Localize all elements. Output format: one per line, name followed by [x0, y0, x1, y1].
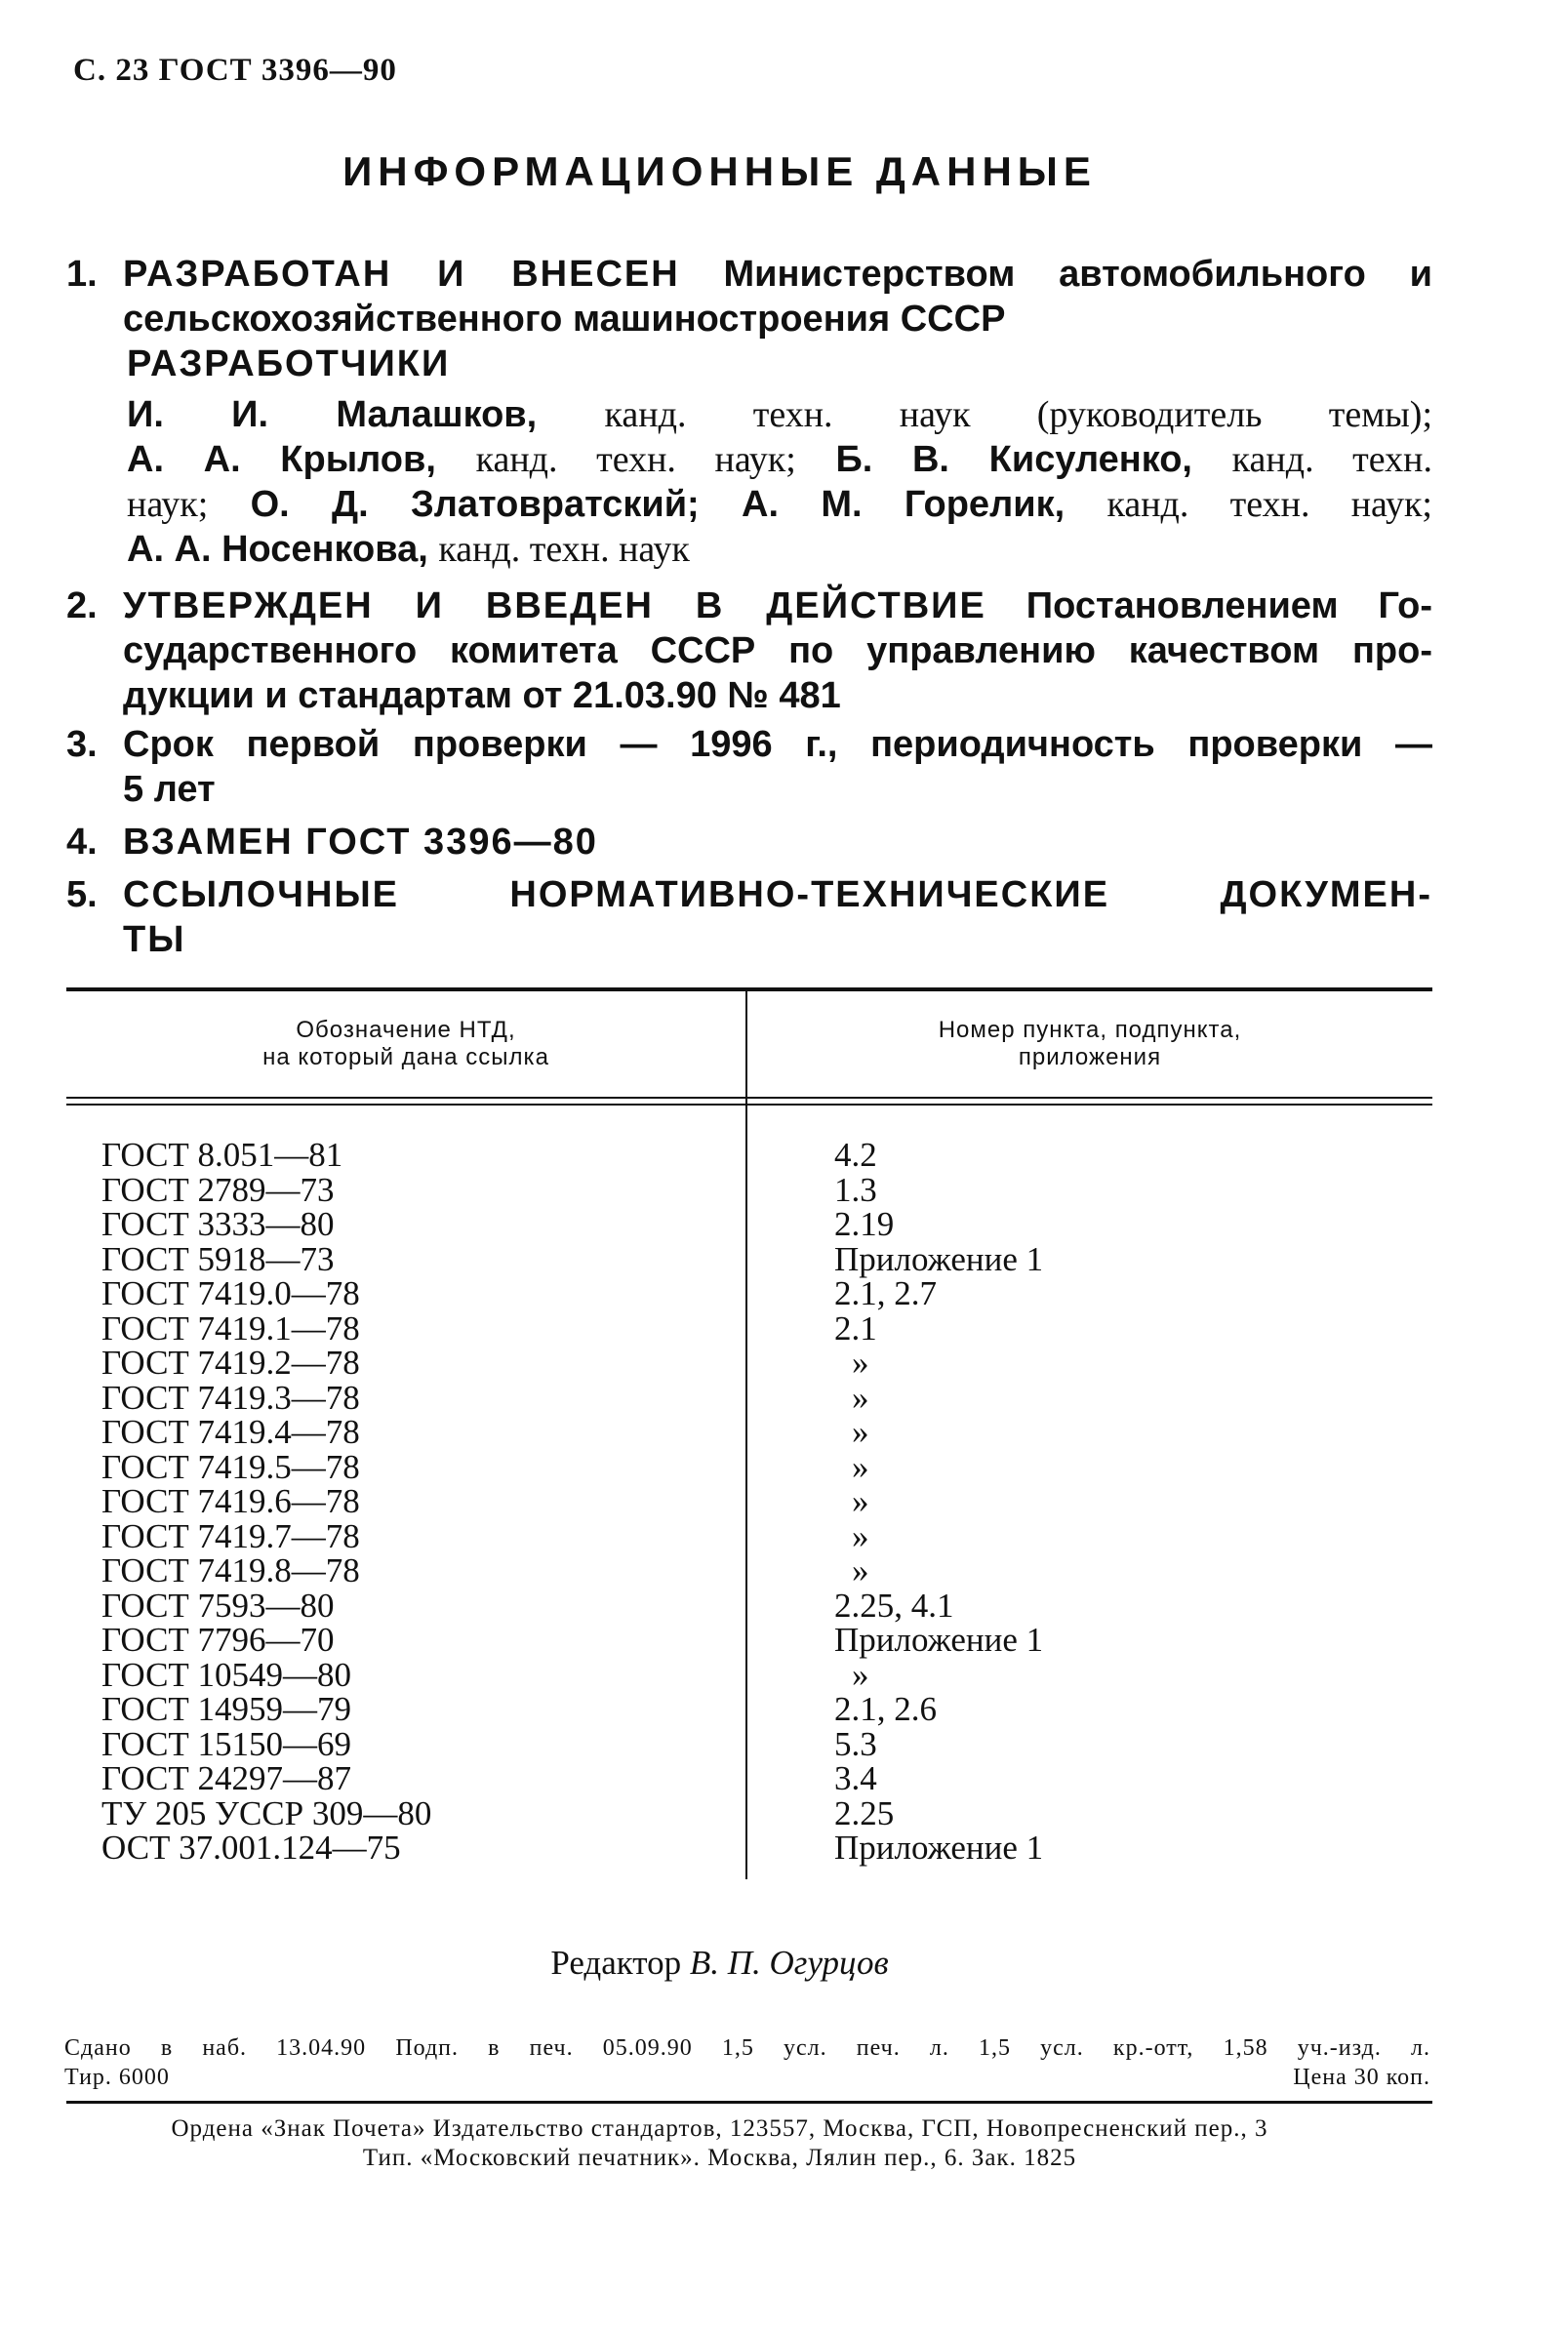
item-4-text: ВЗАМЕН ГОСТ 3396—80 [123, 822, 598, 863]
table-cell-ref: » [852, 1447, 869, 1486]
table-cell-doc: ГОСТ 7419.1—78 [101, 1308, 360, 1348]
developer-6-name: А. А. Носенкова, [127, 529, 428, 570]
item-1-number: 1. [66, 254, 98, 295]
page-header: С. 23 ГОСТ 3396—90 [73, 53, 397, 88]
page-title: ИНФОРМАЦИОННЫЕ ДАННЫЕ [342, 148, 1097, 194]
item-5-number: 5. [66, 874, 98, 915]
item-3 [66, 722, 1432, 812]
developer-3-title: канд. техн. [1231, 439, 1432, 480]
table-cell-ref: » [852, 1551, 869, 1589]
table-header-col2 [747, 1017, 1432, 1071]
table-cell-ref: Приложение 1 [834, 1621, 1044, 1659]
table-cell-doc: ГОСТ 8.051—81 [101, 1136, 343, 1174]
table-cell-doc: ГОСТ 2789—73 [101, 1170, 335, 1209]
table-cell-ref: 2.1, 2.6 [834, 1690, 937, 1728]
table-header-col2-line1: Номер пункта, подпункта, [938, 1017, 1242, 1043]
table-cell-ref: Приложение 1 [834, 1239, 1044, 1278]
table-cell-doc: ГОСТ 7593—80 [101, 1586, 335, 1625]
imprint-tirazh: Тир. 6000 [64, 2065, 170, 2090]
table-cell-doc: ГОСТ 7419.7—78 [101, 1516, 360, 1555]
item-2-text-b: сударственного комитета СССР по управлению качеством про- [123, 630, 1432, 671]
table-header-col1-line1: Обозначение НТД, [296, 1017, 516, 1043]
table-cell-ref: » [852, 1482, 869, 1520]
table-cell-doc: ГОСТ 7419.5—78 [101, 1447, 360, 1486]
item-3-number: 3. [66, 724, 98, 765]
table-cell-ref: » [852, 1378, 869, 1417]
imprint-price: Цена 30 коп. [1293, 2065, 1430, 2090]
developers-heading: РАЗРАБОТЧИКИ [127, 343, 451, 384]
table-cell-ref: 2.25, 4.1 [834, 1586, 954, 1625]
item-2-number: 2. [66, 585, 98, 626]
item-2-lead: УТВЕРЖДЕН И ВВЕДЕН В ДЕЙСТВИЕ [123, 585, 986, 626]
table-cell-ref: » [852, 1516, 869, 1555]
developer-6-title: канд. техн. наук [438, 529, 690, 570]
developer-4-name: О. Д. Златовратский; [250, 484, 700, 525]
table-header-col2-line2: приложения [1018, 1044, 1162, 1070]
table-cell-doc: ГОСТ 7419.2—78 [101, 1344, 360, 1382]
developer-1-title: канд. техн. наук (руководитель темы); [604, 394, 1433, 435]
item-1-text-b: сельскохозяйственного машиностроения СССР [123, 299, 1006, 340]
table-cell-ref: 5.3 [834, 1724, 877, 1763]
table-cell-doc: ГОСТ 3333—80 [101, 1205, 335, 1243]
editor-name: В. П. Огурцов [689, 1944, 889, 1982]
table-header-col1 [66, 1017, 745, 1071]
table-top-rule [66, 987, 1432, 991]
table-cell-ref: 2.1 [834, 1308, 877, 1348]
table-cell-doc: ГОСТ 15150—69 [101, 1724, 352, 1763]
item-4 [66, 820, 1432, 865]
table-cell-ref: » [852, 1655, 869, 1694]
item-3-text-b: 5 лет [123, 769, 216, 810]
item-3-text-a: Срок первой проверки — 1996 г., периодичность проверки — [123, 724, 1432, 765]
table-header-rule-2 [66, 1104, 1432, 1106]
table-cell-doc: ГОСТ 7419.3—78 [101, 1378, 360, 1417]
table-cell-doc: ГОСТ 10549—80 [101, 1655, 352, 1694]
developer-5-name: А. М. Горелик, [742, 484, 1065, 525]
table-cell-doc: ГОСТ 7419.4—78 [101, 1413, 360, 1451]
developer-3-title-cont: наук; [127, 484, 209, 525]
table-cell-doc: ГОСТ 7419.8—78 [101, 1551, 360, 1589]
imprint-line-1: Сдано в наб. 13.04.90 Подп. в печ. 05.09.90 1,5 усл. печ. л. 1,5 усл. кр.-отт, 1,58 уч.-изд. л. [64, 2035, 1430, 2061]
item-4-number: 4. [66, 822, 98, 863]
item-2-text-a: Постановлением Го- [1025, 585, 1433, 626]
developer-5-title: канд. техн. наук; [1106, 484, 1432, 525]
item-1-text-a: Министерством автомобильного и [723, 254, 1432, 295]
item-2-text-c: дукции и стандартам от 21.03.90 № 481 [123, 675, 841, 716]
item-5-text-a: ССЫЛОЧНЫЕ НОРМАТИВНО-ТЕХНИЧЕСКИЕ ДОКУМЕН- [123, 874, 1432, 915]
table-cell-doc: ГОСТ 7419.6—78 [101, 1482, 360, 1520]
item-1-lead: РАЗРАБОТАН И ВНЕСЕН [123, 254, 680, 295]
developer-2-name: А. А. Крылов, [127, 439, 436, 480]
table-cell-ref: 2.1, 2.7 [834, 1274, 937, 1312]
editor-label: Редактор [550, 1944, 682, 1982]
table-cell-doc: ГОСТ 7796—70 [101, 1621, 335, 1659]
table-cell-doc: ГОСТ 7419.0—78 [101, 1274, 360, 1312]
table-cell-doc: ТУ 205 УССР 309—80 [101, 1793, 432, 1832]
table-cell-doc: ГОСТ 14959—79 [101, 1690, 352, 1728]
publisher-line-2: Тип. «Московский печатник». Москва, Лялин пер., 6. Зак. 1825 [362, 2145, 1077, 2171]
table-header-rule-1 [66, 1097, 1432, 1099]
table-cell-ref: 2.19 [834, 1205, 895, 1243]
table-col-documents [101, 1138, 431, 1866]
table-cell-ref: » [852, 1344, 869, 1382]
table-cell-ref: 3.4 [834, 1759, 877, 1797]
table-cell-doc: ГОСТ 5918—73 [101, 1239, 335, 1278]
item-2 [66, 583, 1432, 718]
item-1 [66, 252, 1432, 572]
item-5-text-b: ТЫ [123, 919, 186, 960]
table-cell-ref: » [852, 1413, 869, 1451]
item-5 [66, 872, 1432, 962]
table-cell-ref: 1.3 [834, 1170, 877, 1209]
imprint-rule [66, 2101, 1432, 2104]
developer-2-title: канд. техн. наук; [475, 439, 796, 480]
table-col-references [834, 1138, 1043, 1866]
editor-line [0, 1944, 1439, 1983]
developer-1-name: И. И. Малашков, [127, 394, 538, 435]
table-cell-doc: ГОСТ 24297—87 [101, 1759, 352, 1797]
developer-3-name: Б. В. Кисуленко, [835, 439, 1192, 480]
table-cell-ref: 4.2 [834, 1136, 877, 1174]
table-column-divider [745, 991, 747, 1879]
table-cell-ref: 2.25 [834, 1793, 895, 1832]
table-cell-ref: Приложение 1 [834, 1829, 1044, 1867]
table-header-col1-line2: на который дана ссылка [262, 1044, 549, 1070]
publisher-line-1: Ордена «Знак Почета» Издательство стандартов, 123557, Москва, ГСП, Новопресненский пер., 3 [171, 2115, 1268, 2142]
table-cell-doc: ОСТ 37.001.124—75 [101, 1829, 401, 1867]
